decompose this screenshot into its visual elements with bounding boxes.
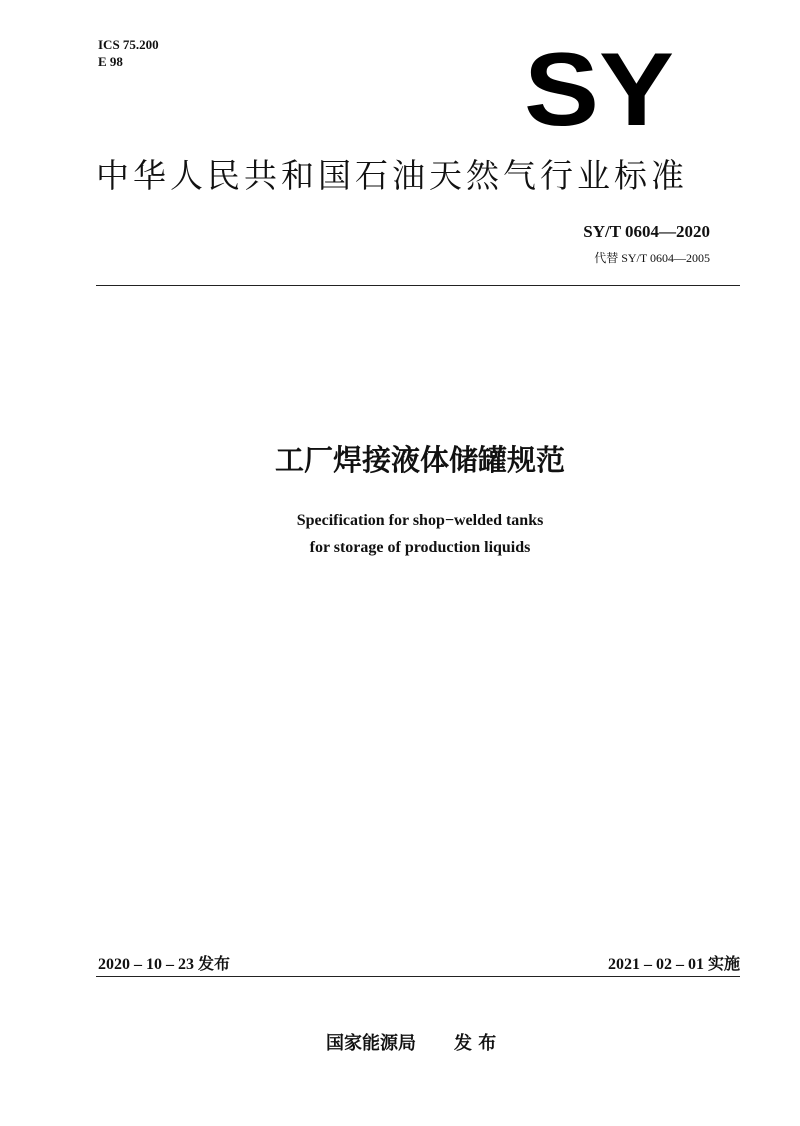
english-title-line-1: Specification for shop−welded tanks (296, 512, 544, 529)
sy-logo (524, 46, 674, 128)
ccs-code: E 98 (98, 54, 123, 69)
english-title (0, 507, 800, 561)
issuer-name: 国家能源局 (326, 1033, 416, 1054)
standard-number: SY/T 0604—2020 (583, 222, 710, 241)
issue-date: 2020 – 10 – 23 发布 (98, 956, 231, 973)
implementation-date: 2021 – 02 – 01 实施 (607, 956, 740, 973)
bottom-divider (96, 976, 740, 977)
issuer (326, 1029, 496, 1055)
top-divider (96, 285, 740, 286)
chinese-title: 工厂焊接液体储罐规范 (274, 443, 565, 477)
english-title-line-2: for storage of production liquids (309, 539, 531, 556)
sy-logo-text: SY (524, 46, 674, 128)
replaces-standard: 代替 SY/T 0604—2005 (594, 251, 710, 265)
classification-codes (98, 36, 159, 70)
issuer-action: 发 布 (454, 1033, 497, 1054)
ics-code: ICS 75.200 (98, 37, 159, 52)
industry-standard-title: 中华人民共和国石油天然气行业标准 (96, 156, 688, 195)
